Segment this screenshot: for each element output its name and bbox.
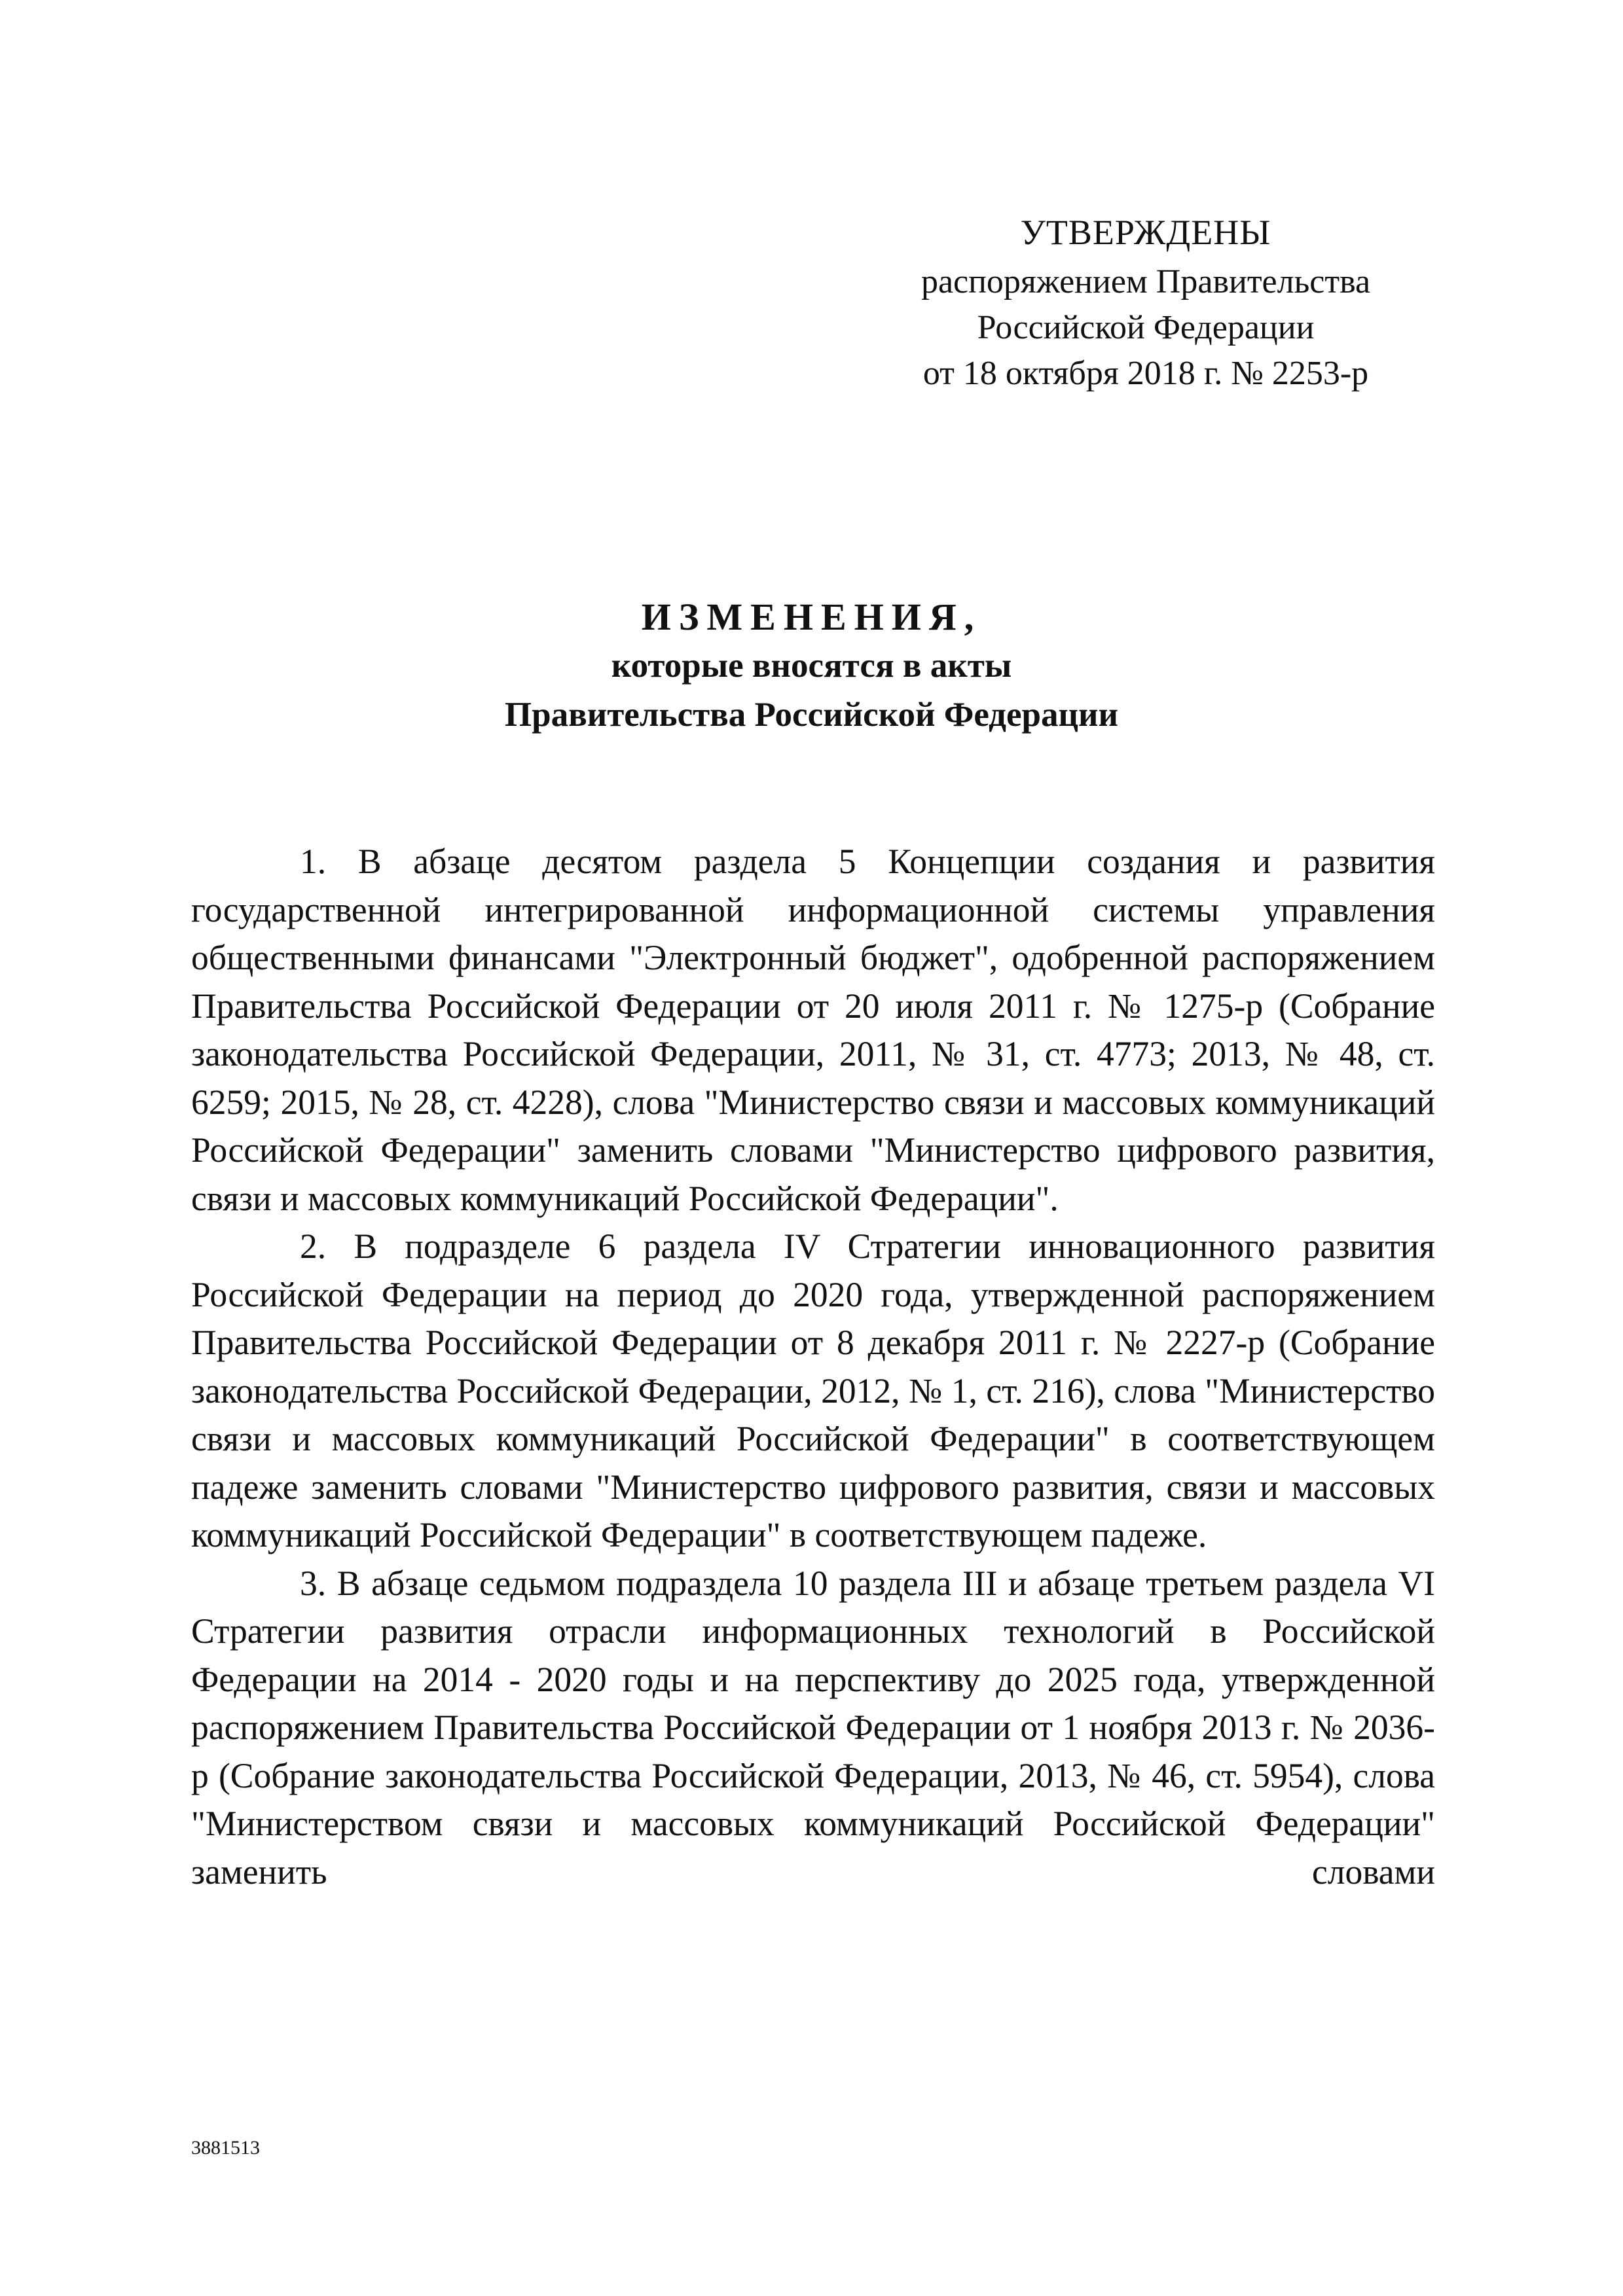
approval-block [818, 209, 1473, 397]
paragraph-1: 1. В абзаце десятом раздела 5 Концепции создания и развития государственной интегрированной информационной системы управления общественными финансами "Электронный бюджет", одобренной распоряжением Правительства Российской Федерации от 20 июля 2011 г. № 1275-р (Собрание законодательства Российской Федерации, 2011, № 31, ст. 4773; 2013, № 48, ст. 6259; 2015, № 28, ст. 4228), слова "Министерство связи и массовых коммуникаций Российской Федерации" заменить словами "Министерство цифрового развития, связи и массовых коммуникаций Российской Федерации". [191, 842, 1435, 1218]
approved-label: УТВЕРЖДЕНЫ [1020, 213, 1271, 252]
document-body [191, 838, 1435, 1896]
approval-line-2: Российской Федерации [977, 309, 1315, 346]
document-subtitle-1: которые вносятся в акты [611, 647, 1012, 685]
paragraph-2: 2. В подразделе 6 раздела IV Стратегии инновационного развития Российской Федерации на период до 2020 года, утвержденной распоряжением Правительства Российской Федерации от 8 декабря 2011 г. № 2227-р (Собрание законодательства Российской Федерации, 2012, № 1, ст. 216), слова "Министерство связи и массовых коммуникаций Российской Федерации" в соответствующем падеже заменить словами "Министерство цифрового развития, связи и массовых коммуникаций Российской Федерации" в соответствующем падеже. [191, 1227, 1435, 1554]
paragraph-3: 3. В абзаце седьмом подраздела 10 раздела III и абзаце третьем раздела VI Стратегии развития отрасли информационных технологий в Российской Федерации на 2014 - 2020 годы и на перспективу до 2025 года, утвержденной распоряжением Правительства Российской Федерации от 1 ноября 2013 г. № 2036-р (Собрание законодательства Российской Федерации, 2013, № 46, ст. 5954), слова "Министерством связи и массовых коммуникаций Российской Федерации" заменить словами [191, 1563, 1435, 1892]
approval-line-1: распоряжением Правительства [921, 263, 1371, 300]
approval-line-3: от 18 октября 2018 г. № 2253-р [922, 355, 1369, 392]
document-title: ИЗМЕНЕНИЯ, [641, 596, 982, 638]
document-heading [0, 592, 1623, 740]
document-subtitle-2: Правительства Российской Федерации [504, 696, 1119, 734]
document-number: 3881513 [191, 2137, 260, 2159]
